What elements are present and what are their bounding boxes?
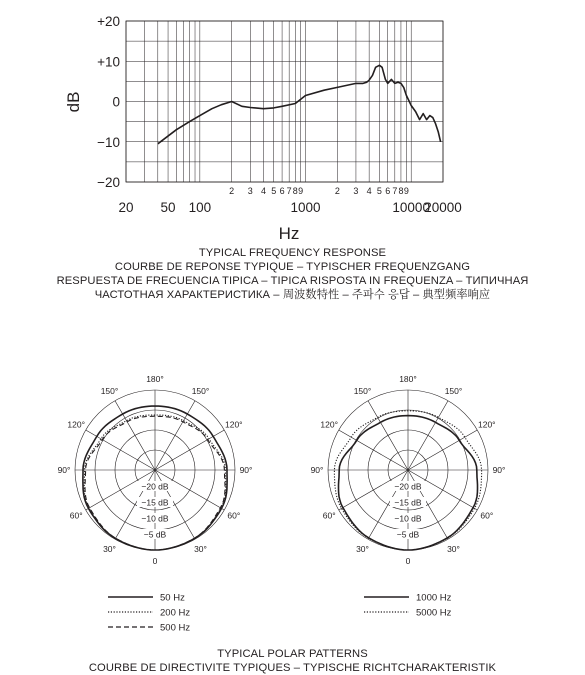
polar-angle-label: 120°: [225, 419, 243, 430]
frequency-caption-line-1: TYPICAL FREQUENCY RESPONSE: [198, 247, 387, 259]
x-minor-tick-label: 7: [392, 186, 398, 196]
polar-angle-label: 150°: [444, 386, 463, 397]
polar-angle-label: 0: [152, 556, 158, 566]
x-tick-label: 50: [160, 200, 176, 215]
x-minor-tick-label: 4: [366, 186, 372, 196]
polar-angle-label: 90°: [239, 465, 253, 475]
polar-ring-label: −20 dB: [141, 481, 169, 492]
polar-ring-label: −15 dB: [394, 497, 422, 508]
x-minor-tick-label: 6: [279, 186, 285, 196]
x-minor-tick-label: 3: [247, 186, 253, 196]
y-tick-label: −10: [97, 134, 120, 150]
polar-angle-label: 90°: [310, 465, 324, 475]
frequency-grid: [126, 21, 443, 182]
polar-angle-label: 60°: [69, 510, 83, 521]
polar-angle-label: 60°: [227, 510, 241, 521]
x-tick-labels: [118, 186, 461, 215]
legend-label: 1000 Hz: [416, 592, 452, 604]
frequency-caption-line-3: RESPUESTA DE FRECUENCIA TIPICA – TIPICA RISPOSTA IN FREQUENZA – ТИПИЧНАЯ: [56, 275, 529, 287]
polar-angle-label: 30°: [194, 543, 207, 554]
legend-label: 5000 Hz: [416, 607, 452, 619]
polar-angle-label: 30°: [447, 543, 460, 554]
x-minor-tick-label: 8: [292, 186, 298, 196]
frequency-caption: [0, 246, 585, 302]
polar-angle-label: 180°: [399, 374, 417, 384]
y-axis-label: dB: [64, 91, 83, 113]
polar-angle-label: 0: [405, 556, 411, 566]
x-minor-tick-label: 7: [286, 186, 292, 196]
x-tick-label: 100: [188, 200, 212, 215]
response-curve: [158, 65, 441, 144]
y-tick-label: +20: [97, 14, 120, 29]
x-minor-tick-label: 5: [376, 186, 382, 196]
polar-spoke: [115, 401, 155, 470]
y-tick-label: −20: [97, 175, 120, 190]
x-tick-label: 20: [118, 200, 134, 215]
polar-pattern-chart-low: [58, 374, 253, 566]
x-minor-tick-label: 6: [385, 186, 391, 196]
x-tick-label: 20000: [424, 200, 462, 215]
polar-angle-label: 90°: [492, 465, 506, 475]
y-tick-labels: [97, 14, 120, 190]
polar-angle-label: 150°: [353, 386, 372, 397]
frequency-caption-line-4: ЧАСТОТНАЯ ХАРАКТЕРИСТИКА – 周波数特性 – 주파수 응답 – 典型频率响应: [94, 289, 491, 301]
polar-pattern-chart-high: [311, 374, 506, 566]
y-tick-label: +10: [97, 54, 120, 70]
polar-ring-label: −5 dB: [396, 529, 420, 540]
x-minor-tick-label: 8: [398, 186, 404, 196]
response-curve-group: [158, 65, 441, 144]
x-tick-label: 10000: [392, 200, 430, 215]
polar-ring-label: −10 dB: [394, 513, 422, 524]
polar-spoke: [155, 401, 195, 470]
legend-label: 200 Hz: [160, 607, 191, 619]
x-minor-tick-label: 2: [229, 186, 235, 196]
x-minor-tick-label: 2: [334, 186, 340, 196]
polar-ring-label: −5 dB: [143, 529, 167, 540]
x-minor-tick-label: 9: [403, 186, 409, 196]
polar-caption: [0, 647, 585, 675]
polar-angle-label: 120°: [67, 419, 85, 430]
polar-angle-label: 30°: [356, 543, 369, 554]
polar-angle-label: 120°: [320, 419, 338, 430]
polar-angle-label: 180°: [146, 374, 164, 384]
x-minor-tick-label: 4: [260, 186, 266, 196]
x-minor-tick-label: 5: [271, 186, 277, 196]
polar-ring-label: −20 dB: [394, 481, 422, 492]
polar-angle-label: 120°: [478, 419, 496, 430]
polar-caption-line-1: TYPICAL POLAR PATTERNS: [217, 648, 368, 660]
frequency-response-chart: [64, 14, 462, 243]
polar-spoke: [408, 401, 448, 470]
x-axis-label: Hz: [278, 224, 300, 243]
polar-angle-label: 150°: [100, 386, 119, 397]
x-minor-tick-label: 3: [353, 186, 359, 196]
frequency-caption-line-2: COURBE DE REPONSE TYPIQUE – TYPISCHER FREQUENZGANG: [114, 261, 471, 273]
polar-legend-low: [108, 593, 190, 634]
polar-caption-line-2: COURBE DE DIRECTIVITE TYPIQUES – TYPISCHE RICHTCHARAKTERISTIK: [88, 662, 497, 674]
polar-angle-label: 60°: [480, 510, 494, 521]
polar-ring-label: −10 dB: [141, 513, 169, 524]
x-tick-label: 1000: [290, 200, 321, 215]
polar-angle-label: 30°: [103, 543, 116, 554]
polar-ring-label: −15 dB: [141, 497, 169, 508]
polar-angle-label: 90°: [57, 465, 71, 475]
polar-angle-label: 150°: [191, 386, 210, 397]
y-tick-label: 0: [112, 94, 120, 110]
legend-label: 500 Hz: [160, 622, 191, 634]
x-minor-tick-label: 9: [298, 186, 304, 196]
polar-legend-high: [364, 593, 452, 619]
legend-label: 50 Hz: [160, 592, 185, 604]
polar-angle-label: 60°: [322, 510, 336, 521]
